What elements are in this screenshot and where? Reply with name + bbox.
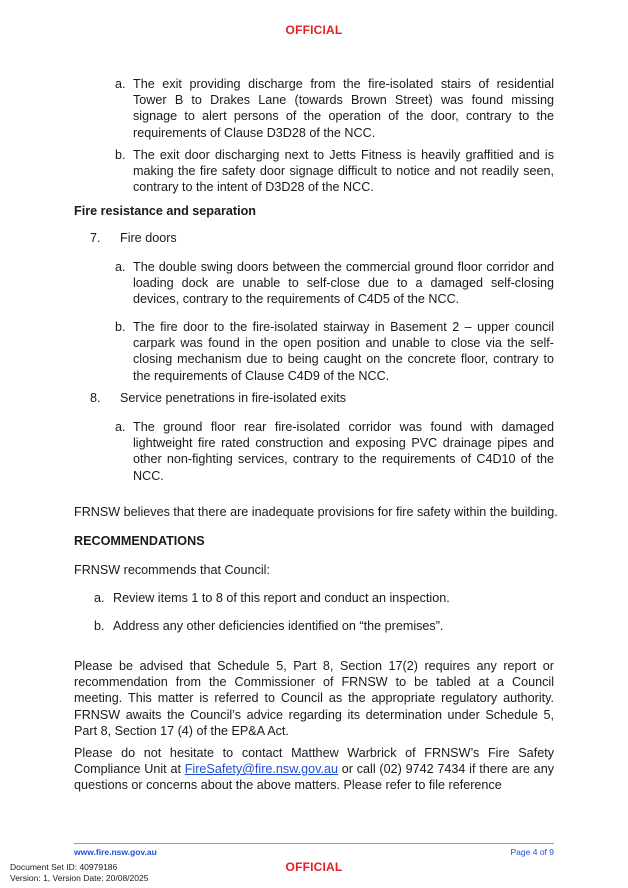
contact-text-before: Please do not hesitate to contact Matthew Warbrick of FRNSW’s Fire Safety Compliance Unit at: [74, 746, 554, 777]
footer-page-number: Page 4 of 9: [510, 847, 554, 857]
footer-document-set-id: Document Set ID: 40979186: [10, 862, 118, 872]
belief-statement: FRNSW believes that there are inadequate provisions for fire safety within the building.: [74, 505, 558, 519]
list-item-label: b.: [115, 320, 126, 334]
numbered-item-number: 8.: [90, 391, 101, 405]
section-heading-fire-resistance: Fire resistance and separation: [74, 204, 256, 218]
footer-divider: [74, 843, 554, 844]
footer-website-link[interactable]: www.fire.nsw.gov.au: [74, 847, 157, 857]
numbered-item-title: Fire doors: [120, 231, 177, 245]
list-item-text: Review items 1 to 8 of this report and conduct an inspection.: [113, 591, 450, 605]
numbered-item-title: Service penetrations in fire-isolated exits: [120, 391, 347, 405]
advice-paragraph: Please be advised that Schedule 5, Part 8, Section 17(2) requires any report or recommendation from the Commissioner of FRNSW to be tabled at a Council meeting. This matter is referred to Council as the appropriate regulatory authority. FRNSW awaits the Council’s advice regarding its determination under Schedule 5, Part 8, Section 17 (4) of the EP&A Act.: [74, 659, 554, 738]
contact-text-after: or call (02) 9742 7434 if there are any questions or concerns about the above matters. Please refer to file reference: [74, 762, 554, 793]
classification-footer: OFFICIAL: [285, 860, 343, 874]
section-heading-recommendations: RECOMMENDATIONS: [74, 534, 205, 548]
list-item-label: a.: [115, 260, 126, 274]
numbered-item-number: 7.: [90, 231, 101, 245]
classification-header: OFFICIAL: [285, 23, 343, 37]
list-item-text: The double swing doors between the commercial ground floor corridor and loading dock are unable to self-close due to a damaged self-closing devices, contrary to the requirements of C4D5 of the NCC.: [133, 260, 554, 307]
list-item-text: The ground floor rear fire-isolated corridor was found with damaged lightweight fire rated construction and exposing PVC drainage pipes and other non-fighting services, contrary to the requirements of C4D10 of the NCC.: [133, 420, 554, 483]
list-item-text: Address any other deficiencies identified on “the premises”.: [113, 619, 444, 633]
list-item-label: a.: [94, 591, 105, 605]
contact-paragraph: [74, 745, 554, 794]
list-item-label: a.: [115, 77, 126, 91]
list-item-label: a.: [115, 420, 126, 434]
list-item-text: The exit providing discharge from the fire-isolated stairs of residential Tower B to Drakes Lane (towards Brown Street) was found missing signage to alert persons of the operation of the door, contrary to the requirements of Clause D3D28 of the NCC.: [133, 77, 554, 140]
list-item-label: b.: [115, 148, 126, 162]
list-item-text: The exit door discharging next to Jetts Fitness is heavily graffitied and is making the fire safety door signage difficult to notice and not readily seen, contrary to the intent of D3D28 of the NCC.: [133, 148, 554, 195]
list-item-label: b.: [94, 619, 105, 633]
list-item-text: The fire door to the fire-isolated stairway in Basement 2 – upper council carpark was found in the open position and unable to close via the self-closing mechanism due to being caught on the concrete floor, contrary to the requirements of Clause C4D9 of the NCC.: [133, 320, 554, 383]
email-link[interactable]: FireSafety@fire.nsw.gov.au: [184, 762, 338, 777]
recommendations-intro: FRNSW recommends that Council:: [74, 563, 270, 577]
footer-version: Version: 1, Version Date: 20/08/2025: [10, 873, 149, 883]
